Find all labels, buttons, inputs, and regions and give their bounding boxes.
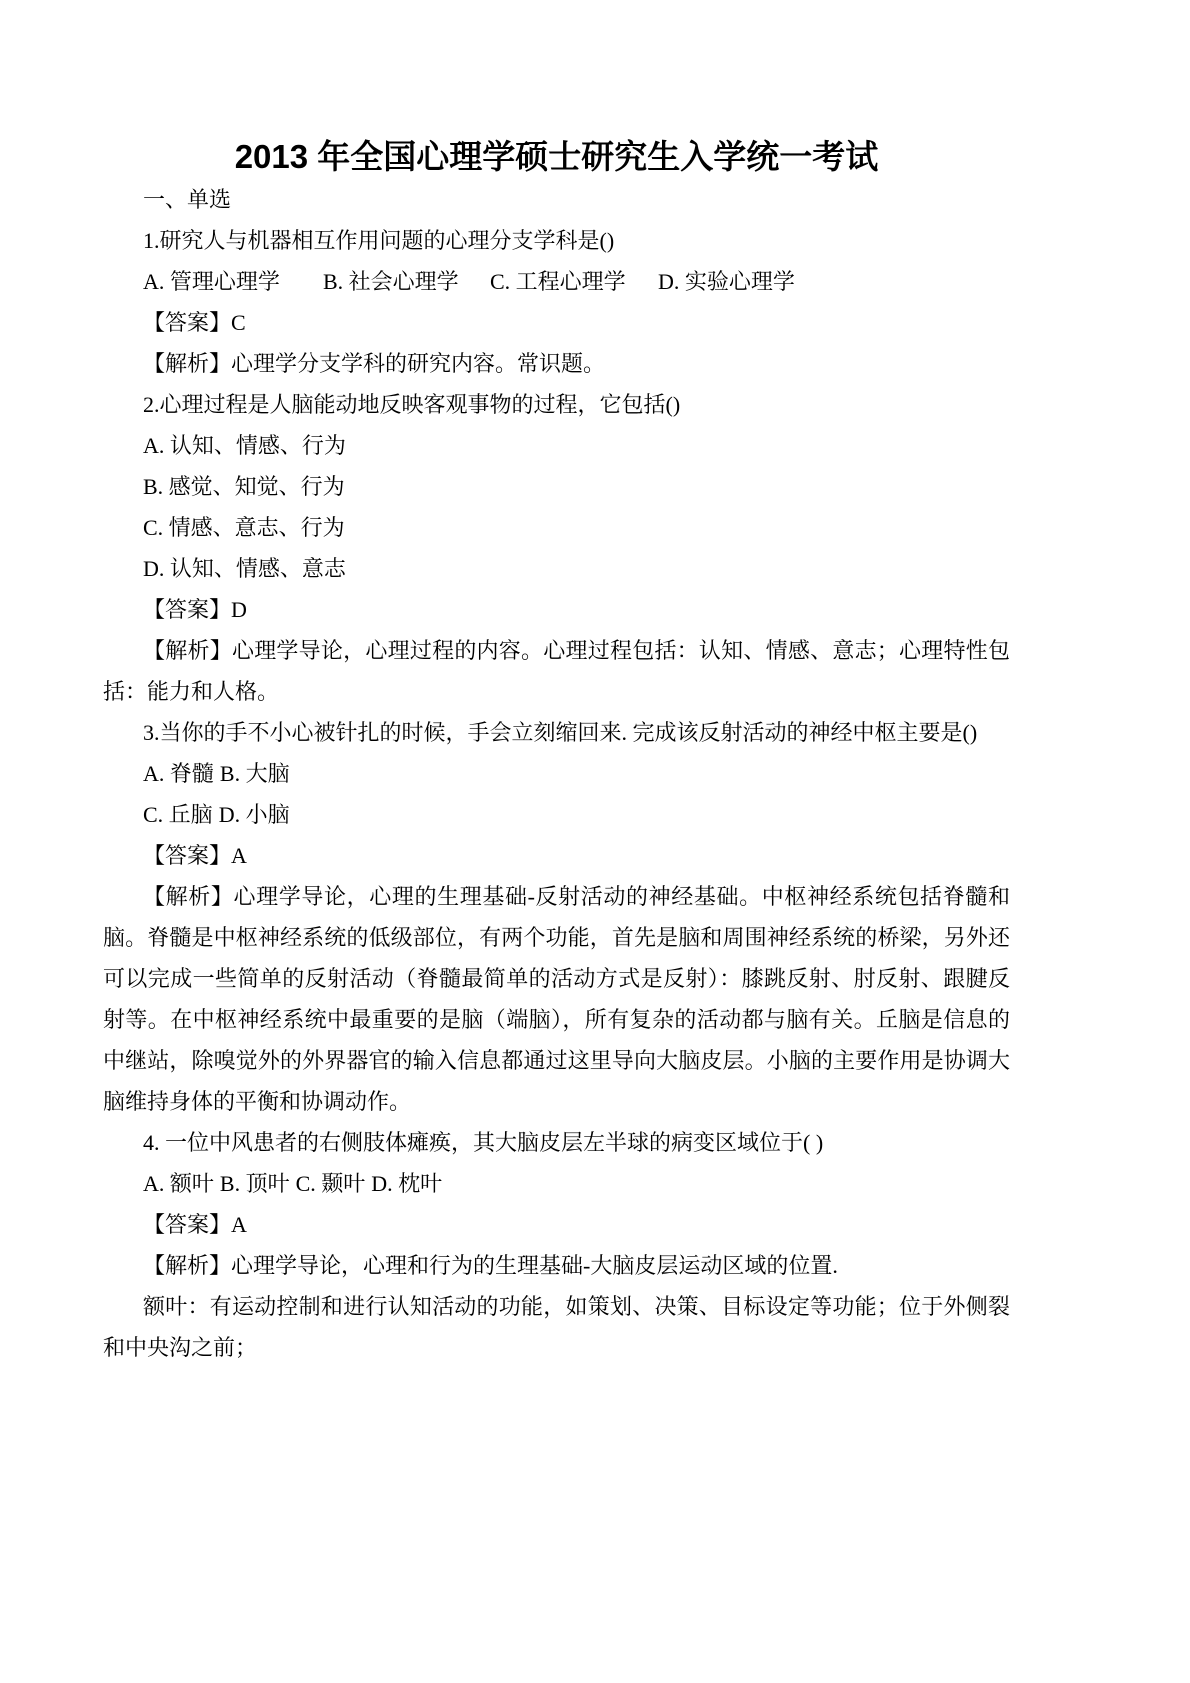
question-2-answer	[103, 589, 1010, 630]
analysis-label: 【解析】	[143, 1253, 232, 1278]
question-4-analysis	[103, 1245, 1010, 1286]
analysis-label: 【解析】	[143, 638, 232, 663]
analysis-label: 【解析】	[143, 351, 232, 376]
answer-value: D	[231, 597, 247, 622]
answer-label: 【答案】	[143, 1212, 232, 1237]
question-3-analysis-line-4: 射等。在中枢神经系统中最重要的是脑（端脑），所有复杂的活动都与脑有关。丘脑是信息的	[103, 1007, 1010, 1032]
question-3-analysis-line-5: 中继站，除嗅觉外的外界器官的输入信息都通过这里导向大脑皮层。小脑的主要作用是协调大	[103, 1048, 1010, 1073]
question-4-option-a: A. 额叶	[143, 1171, 214, 1196]
question-4-stem: 4. 一位中风患者的右侧肢体瘫痪，其大脑皮层左半球的病变区域位于( )	[143, 1130, 824, 1155]
analysis-text: 心理学导论，心理和行为的生理基础-大脑皮层运动区域的位置.	[231, 1253, 838, 1278]
question-3-options-row-1	[103, 753, 1010, 794]
question-3-analysis-line-3: 可以完成一些简单的反射活动（脊髓最简单的活动方式是反射）：膝跳反射、肘反射、跟腱反	[103, 966, 1010, 991]
question-3-analysis-line-6: 脑维持身体的平衡和协调动作。	[103, 1089, 412, 1114]
answer-value: A	[231, 843, 247, 868]
answer-value: A	[231, 1212, 247, 1237]
question-3-analysis-line-2: 脑。脊髓是中枢神经系统的低级部位，有两个功能，首先是脑和周围神经系统的桥梁，另外还	[103, 925, 1010, 950]
question-1-option-a: A. 管理心理学	[143, 269, 280, 294]
question-1-option-d: D. 实验心理学	[658, 269, 795, 294]
question-4-note-line-2: 和中央沟之前；	[103, 1335, 258, 1360]
question-3-option-d: D. 小脑	[218, 802, 290, 827]
section-heading: 一、单选	[143, 187, 232, 212]
question-4-note-line-1: 额叶：有运动控制和进行认知活动的功能，如策划、决策、目标设定等功能；位于外侧裂	[143, 1294, 1010, 1319]
question-1-stem: 1.研究人与机器相互作用问题的心理分支学科是()	[143, 228, 615, 253]
question-3-stem: 3.当你的手不小心被针扎的时候，手会立刻缩回来. 完成该反射活动的神经中枢主要是()	[143, 720, 978, 745]
question-2-option-d: D. 认知、情感、意志	[143, 556, 346, 581]
answer-label: 【答案】	[143, 310, 232, 335]
question-2-option-a: A. 认知、情感、行为	[143, 433, 346, 458]
question-2-stem: 2.心理过程是人脑能动地反映客观事物的过程，它包括()	[143, 392, 681, 417]
answer-label: 【答案】	[143, 597, 232, 622]
question-3-answer	[103, 835, 1010, 876]
exam-title: 2013 年全国心理学硕士研究生入学统一考试	[234, 138, 879, 175]
question-1-options	[103, 261, 1010, 302]
question-4-option-d: D. 枕叶	[371, 1171, 443, 1196]
question-1-answer	[103, 302, 1010, 343]
question-4-option-b: B. 顶叶	[219, 1171, 290, 1196]
analysis-text: 心理学分支学科的研究内容。常识题。	[231, 351, 606, 376]
question-3-option-b: B. 大脑	[219, 761, 290, 786]
question-4-answer	[103, 1204, 1010, 1245]
question-2-option-b: B. 感觉、知觉、行为	[143, 474, 345, 499]
question-1-option-b: B. 社会心理学	[323, 269, 459, 294]
analysis-text: 心理学导论，心理的生理基础-反射活动的神经基础。中枢神经系统包括脊髓和	[233, 884, 1010, 909]
answer-label: 【答案】	[143, 843, 232, 868]
question-1-analysis	[103, 343, 1010, 384]
question-2-analysis-line-2: 括：能力和人格。	[103, 679, 280, 704]
question-2-option-c: C. 情感、意志、行为	[143, 515, 345, 540]
analysis-label: 【解析】	[143, 884, 234, 909]
question-3-option-a: A. 脊髓	[143, 761, 214, 786]
question-4-options	[103, 1163, 1010, 1204]
question-3-options-row-2	[103, 794, 1010, 835]
analysis-text: 心理学导论，心理过程的内容。心理过程包括：认知、情感、意志；心理特性包	[231, 638, 1010, 663]
document-body	[103, 179, 1010, 1368]
question-1-option-c: C. 工程心理学	[490, 269, 626, 294]
question-2-analysis-line-1	[103, 630, 1010, 671]
answer-value: C	[231, 310, 246, 335]
question-4-option-c: C. 颞叶	[295, 1171, 366, 1196]
question-3-option-c: C. 丘脑	[143, 802, 213, 827]
question-3-analysis-line-1	[103, 876, 1010, 917]
